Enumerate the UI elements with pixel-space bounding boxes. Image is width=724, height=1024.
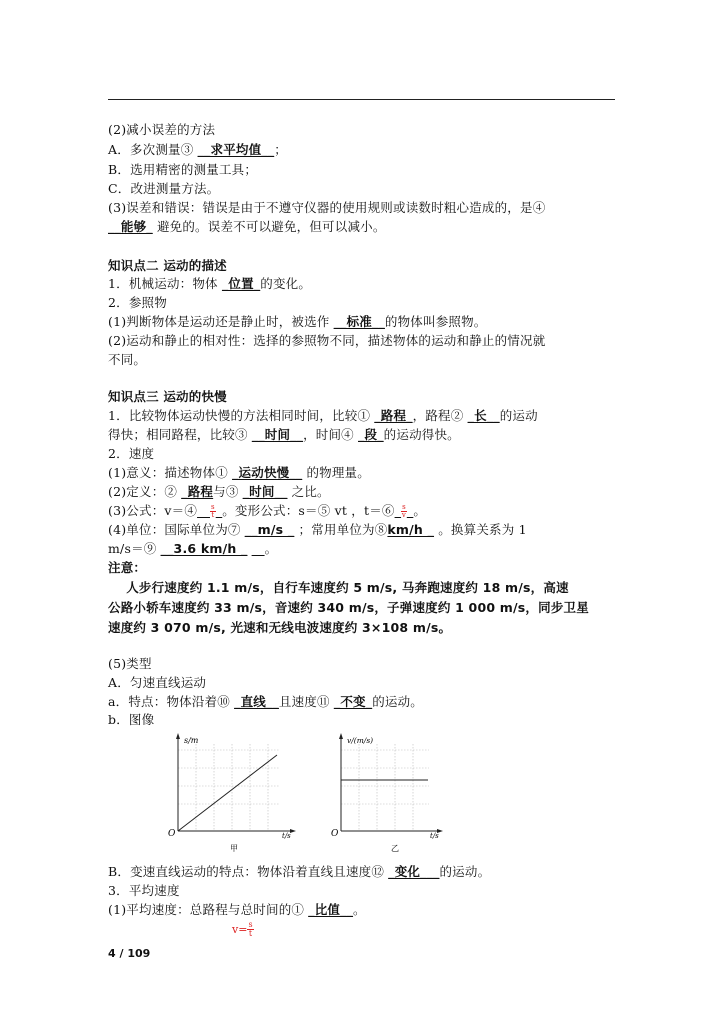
s3-line-7: (4)单位：国际单位为⑦ __m/s _ ；常用单位为⑧km/h _ 。换算关系为 1 (108, 522, 527, 537)
s3-line-5: (2)定义：② _路程与③ _时间__ 之比。 (108, 484, 330, 499)
s3-line-4: (1)意义：描述物体① _运动快慢__ 的物理量。 (108, 465, 370, 480)
graph-s-t-caption: 甲 (230, 844, 238, 853)
graph-s-t (160, 730, 310, 855)
s3-line-3: 2．速度 (108, 446, 155, 461)
graph-s-t-ylabel: s/m (184, 736, 199, 745)
s2-line-3: (1)判断物体是运动还是静止时，被选作 __标准__的物体叫参照物。 (108, 314, 487, 329)
graph-v-t-grid (341, 744, 429, 831)
graph-v-t-origin: O (331, 829, 339, 839)
s1-line-c: C．改进测量方法。 (108, 181, 220, 196)
s3-line-1: 1．比较物体运动快慢的方法相同时间，比较① _路程_，路程② _长__的运动 (108, 408, 538, 423)
graph-s-t-origin: O (168, 829, 176, 839)
note-line-2: 公路小轿车速度约 33 m/s，音速约 340 m/s，子弹速度约 1 000 m/s，同步卫星 (108, 600, 589, 615)
graph-s-t-x-arrow (290, 829, 296, 833)
s5-line-2: 3．平均速度 (108, 883, 180, 898)
formula-t-s-over-v: $\frac{s}{v}$ (401, 503, 407, 519)
note-label: 注意： (108, 560, 147, 575)
s3-line-2: 得快；相同路程，比较③ __时间__，时间④ _段_的运动得快。 (108, 427, 460, 442)
s2-line-2: 2．参照物 (108, 295, 167, 310)
s2-line-4: (2)运动和静止的相对性：选择的参照物不同，描述物体的运动和静止的情况就 (108, 333, 546, 348)
s3-line-8: m/s＝⑨ __3.6 km/h _ __。 (108, 541, 278, 556)
graph-s-t-line (178, 755, 277, 831)
graph-v-t-caption: 乙 (391, 844, 399, 853)
formula-v-s-over-t: $\frac{s}{t}$ (210, 503, 215, 519)
s5-line-3: (1)平均速度：总路程与总时间的① _比值__。 (108, 902, 366, 917)
s4-line-1: (5)类型 (108, 656, 152, 671)
answer-4: __能够_ (108, 219, 153, 234)
s2-line-1: 1．机械运动：物体 _位置_的变化。 (108, 276, 312, 291)
header-rule (108, 99, 615, 100)
s2-line-5: 不同。 (108, 352, 147, 367)
s1-line-a: A．多次测量③ __求平均值__； (108, 142, 287, 157)
s1-title: (2)减小误差的方法 (108, 122, 216, 137)
s4-line-2: A．匀速直线运动 (108, 675, 207, 690)
section-heading-3: 知识点三 运动的快慢 (108, 389, 227, 404)
s5-line-1: B．变速直线运动的特点：物体沿着直线且速度⑫ _变化___的运动。 (108, 864, 491, 879)
page-number: 4 / 109 (108, 947, 151, 960)
graph-s-t-y-arrow (176, 733, 180, 739)
graph-v-t-ylabel: v/(m/s) (347, 736, 374, 745)
graph-v-t-xlabel: t/s (430, 832, 439, 840)
graph-s-t-grid (178, 744, 280, 831)
section-heading-2: 知识点二 运动的描述 (108, 258, 227, 273)
graph-v-t-y-arrow (339, 733, 343, 739)
answer-3: __求平均值__ (197, 142, 275, 157)
graph-s-t-xlabel: t/s (282, 832, 291, 840)
s1-line-3a: (3)误差和错误：错误是由于不遵守仪器的使用规则或读数时粗心造成的，是④ (108, 200, 546, 215)
s3-line-6: (3)公式：v＝④__ $\frac{s}{t}$ _。变形公式：s＝⑤ vt ，t＝⑥_ $\frac{s}{v}$ _。 (108, 503, 427, 519)
s4-line-4: b．图像 (108, 712, 155, 727)
s1-line-3b: __能够_ 避免的。误差不可以避免，但可以减小。 (108, 219, 386, 234)
note-line-3: 速度约 3 070 m/s, 光速和无线电波速度约 3×108 m/s。 (108, 620, 452, 635)
graph-v-t (325, 730, 455, 855)
s1-line-b: B．选用精密的测量工具； (108, 162, 258, 177)
average-speed-formula: v= $\frac{s}{t}$ (232, 920, 253, 938)
note-line-1: 人步行速度约 1.1 m/s，自行车速度约 5 m/s, 马奔跑速度约 18 m/s，高速 (108, 580, 569, 595)
s4-line-3: a．特点：物体沿着⑩ _直线__且速度⑪ _不变_的运动。 (108, 694, 424, 709)
